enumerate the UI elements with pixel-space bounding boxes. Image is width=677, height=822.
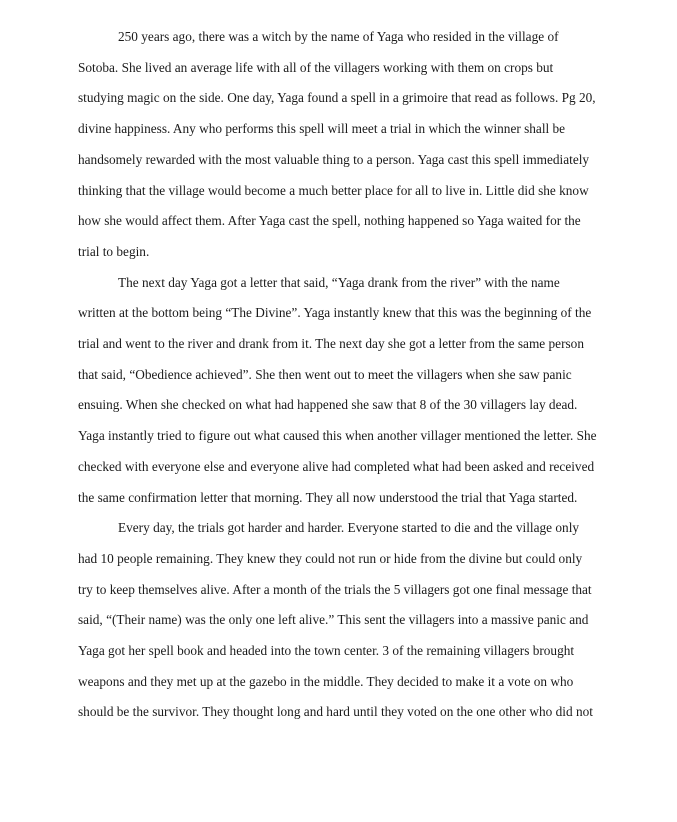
text-line: weapons and they met up at the gazebo in the middle. They decided to make it a vote on who [78, 673, 574, 689]
text-line: thinking that the village would become a much better place for all to live in. Little did she know [78, 182, 589, 198]
text-line: divine happiness. Any who performs this spell will meet a trial in which the winner shall be [78, 121, 566, 137]
text-line: studying magic on the side. One day, Yaga found a spell in a grimoire that read as follows. Pg 20, [78, 90, 596, 106]
text-line: try to keep themselves alive. After a month of the trials the 5 villagers got one final message that [78, 581, 592, 597]
text-line: should be the survivor. They thought long and hard until they voted on the one other who did not [78, 704, 593, 720]
text-line: Every day, the trials got harder and harder. Everyone started to die and the village only [118, 520, 580, 536]
text-line: how she would affect them. After Yaga cast the spell, nothing happened so Yaga waited for the [78, 213, 581, 229]
text-line: trial and went to the river and drank from it. The next day she got a letter from the same person [78, 336, 584, 352]
text-line: Yaga instantly tried to figure out what caused this when another villager mentioned the letter. She [78, 428, 597, 444]
paragraph-2 [78, 268, 602, 514]
text-line: handsomely rewarded with the most valuable thing to a person. Yaga cast this spell immediately [78, 151, 590, 167]
text-line: checked with everyone else and everyone alive had completed what had been asked and received [78, 458, 595, 474]
text-line: that said, “Obedience achieved”. She then went out to meet the villagers when she saw panic [78, 366, 572, 382]
text-line: had 10 people remaining. They knew they could not run or hide from the divine but could only [78, 550, 583, 566]
text-line: trial to begin. [78, 243, 150, 259]
paragraph-3 [78, 513, 602, 728]
text-line: written at the bottom being “The Divine”. Yaga instantly knew that this was the beginning of the [78, 305, 592, 321]
text-line: 250 years ago, there was a witch by the name of Yaga who resided in the village of [118, 29, 559, 44]
paragraph-1 [78, 22, 602, 268]
text-line: the same confirmation letter that morning. They all now understood the trial that Yaga started. [78, 489, 578, 505]
document-body [78, 22, 602, 728]
text-line: said, “(Their name) was the only one left alive.” This sent the villagers into a massive panic and [78, 612, 589, 628]
text-line: Yaga got her spell book and headed into the town center. 3 of the remaining villagers brought [78, 643, 575, 659]
text-line: ensuing. When she checked on what had happened she saw that 8 of the 30 villagers lay dead. [78, 397, 578, 413]
text-line: Sotoba. She lived an average life with all of the villagers working with them on crops but [78, 59, 554, 75]
text-line: The next day Yaga got a letter that said, “Yaga drank from the river” with the name [118, 274, 560, 290]
